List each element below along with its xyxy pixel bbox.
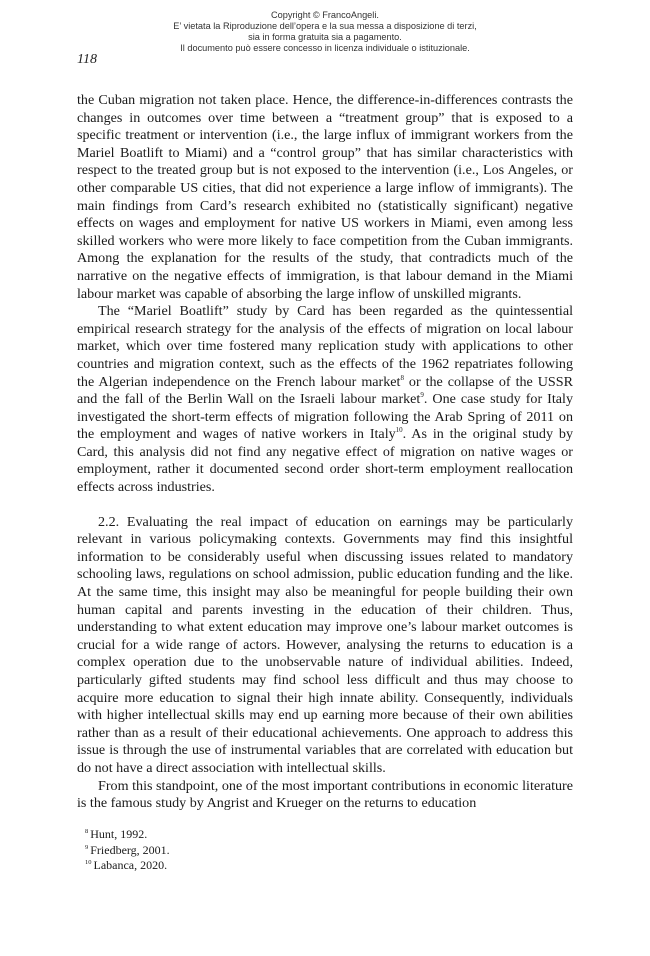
- footnote-number: 10: [85, 859, 92, 867]
- copyright-line: Copyright © FrancoAngeli.: [271, 10, 379, 20]
- footnotes: [85, 827, 170, 874]
- paragraph-text: . One case study for Italy investigated the short-term effects of migration following the Arab Spring of 2011 on the employment and wages of native workers in Italy: [77, 391, 573, 443]
- body-text: [77, 92, 573, 813]
- footnote-ref[interactable]: 9: [420, 391, 424, 400]
- footnote: [85, 858, 170, 874]
- footnote: [85, 843, 170, 859]
- footnote-ref[interactable]: 8: [400, 373, 404, 382]
- footnote-number: 8: [85, 828, 89, 835]
- footnote-text: Labanca, 2020.: [93, 858, 168, 873]
- copyright-line: Il documento può essere concesso in licenza individuale o istituzionale.: [180, 43, 470, 53]
- footnote-number: 9: [85, 843, 89, 851]
- page-number: 118: [77, 52, 97, 67]
- paragraph-text: The “Mariel Boatlift” study by Card has been regarded as the quintessential empirical research strategy for the analysis of the effects of migration on local labour market, which over time fostered many replication study with applications to other countries and migration context, such as the effects of the 1962 repatriates following the Algerian independence on the French labour market: [77, 303, 573, 390]
- paragraph-text: or the collapse of the USSR and the fall of the Berlin Wall on the Israeli labour market: [77, 373, 573, 408]
- section-paragraph: 2.2. Evaluating the real impact of education on earnings may be particularly relevant in various policymaking contexts. Governments may find this insightful information to be considerably useful when discussing issues related to mandatory schooling laws, regulations on school admission, public education funding and the like. At the same time, this insight may also be meaningful for people building their own human capital and parents investing in the education of their children. Thus, understanding to what extent education may improve one’s labour market outcomes is crucial for a wide range of actors. However, analysing the returns to education is a complex operation due to the unobservable nature of individual abilities. Indeed, particularly gifted students may find school less difficult and thus may choose to acquire more education to signal their high innate ability. Consequently, individuals with higher intellectual skills may end up earning more because of their own abilities rather than as a result of their educational achievements. One approach to address this issue is through the use of instrumental variables that are correlated with education but do not have a direct association with intellectual skills.: [77, 513, 573, 776]
- footnote-text: Friedberg, 2001.: [90, 842, 170, 857]
- paragraph: [77, 303, 573, 497]
- copyright-line: sia in forma gratuita sia a pagamento.: [248, 32, 402, 42]
- footnote-text: Hunt, 1992.: [90, 827, 148, 841]
- paragraph: From this standpoint, one of the most important contributions in economic literature is the famous study by Angrist and Krueger on the returns to education: [77, 777, 573, 812]
- footnote-ref[interactable]: 10: [395, 426, 403, 435]
- paragraph: the Cuban migration not taken place. Hence, the difference-in-differences contrasts the changes in outcomes over time between a “treatment group” that is exposed to a specific treatment or intervention (i.e., the large influx of immigrant workers from the Mariel Boatlift to Miami) and a “control group” that has similar characteristics with respect to the treated group but is not exposed to the intervention (i.e., Los Angeles, or other comparable US cities, that did not experience a large inflow of immigrants). The main findings from Card’s research exhibited no (statistically significant) negative effects on wages and employment for native US workers in Miami, even among less skilled workers who were more likely to face competition from the Cuban immigrants. Among the explanation for the results of the study, that contradicts much of the narrative on the negative effects of immigration, is that labour demand in the Miami labour market was capable of absorbing the large inflow of unskilled migrants.: [77, 92, 573, 302]
- paragraph-text: . As in the original study by Card, this analysis did not find any negative effect of migration on native wages or employment, rather it documented second order short-term employment reallocation effects across industries.: [77, 426, 573, 496]
- footnote: [85, 827, 170, 843]
- copyright-notice: [0, 10, 650, 54]
- copyright-line: E’ vietata la Riproduzione dell’opera e la sua messa a disposizione di terzi,: [173, 21, 477, 31]
